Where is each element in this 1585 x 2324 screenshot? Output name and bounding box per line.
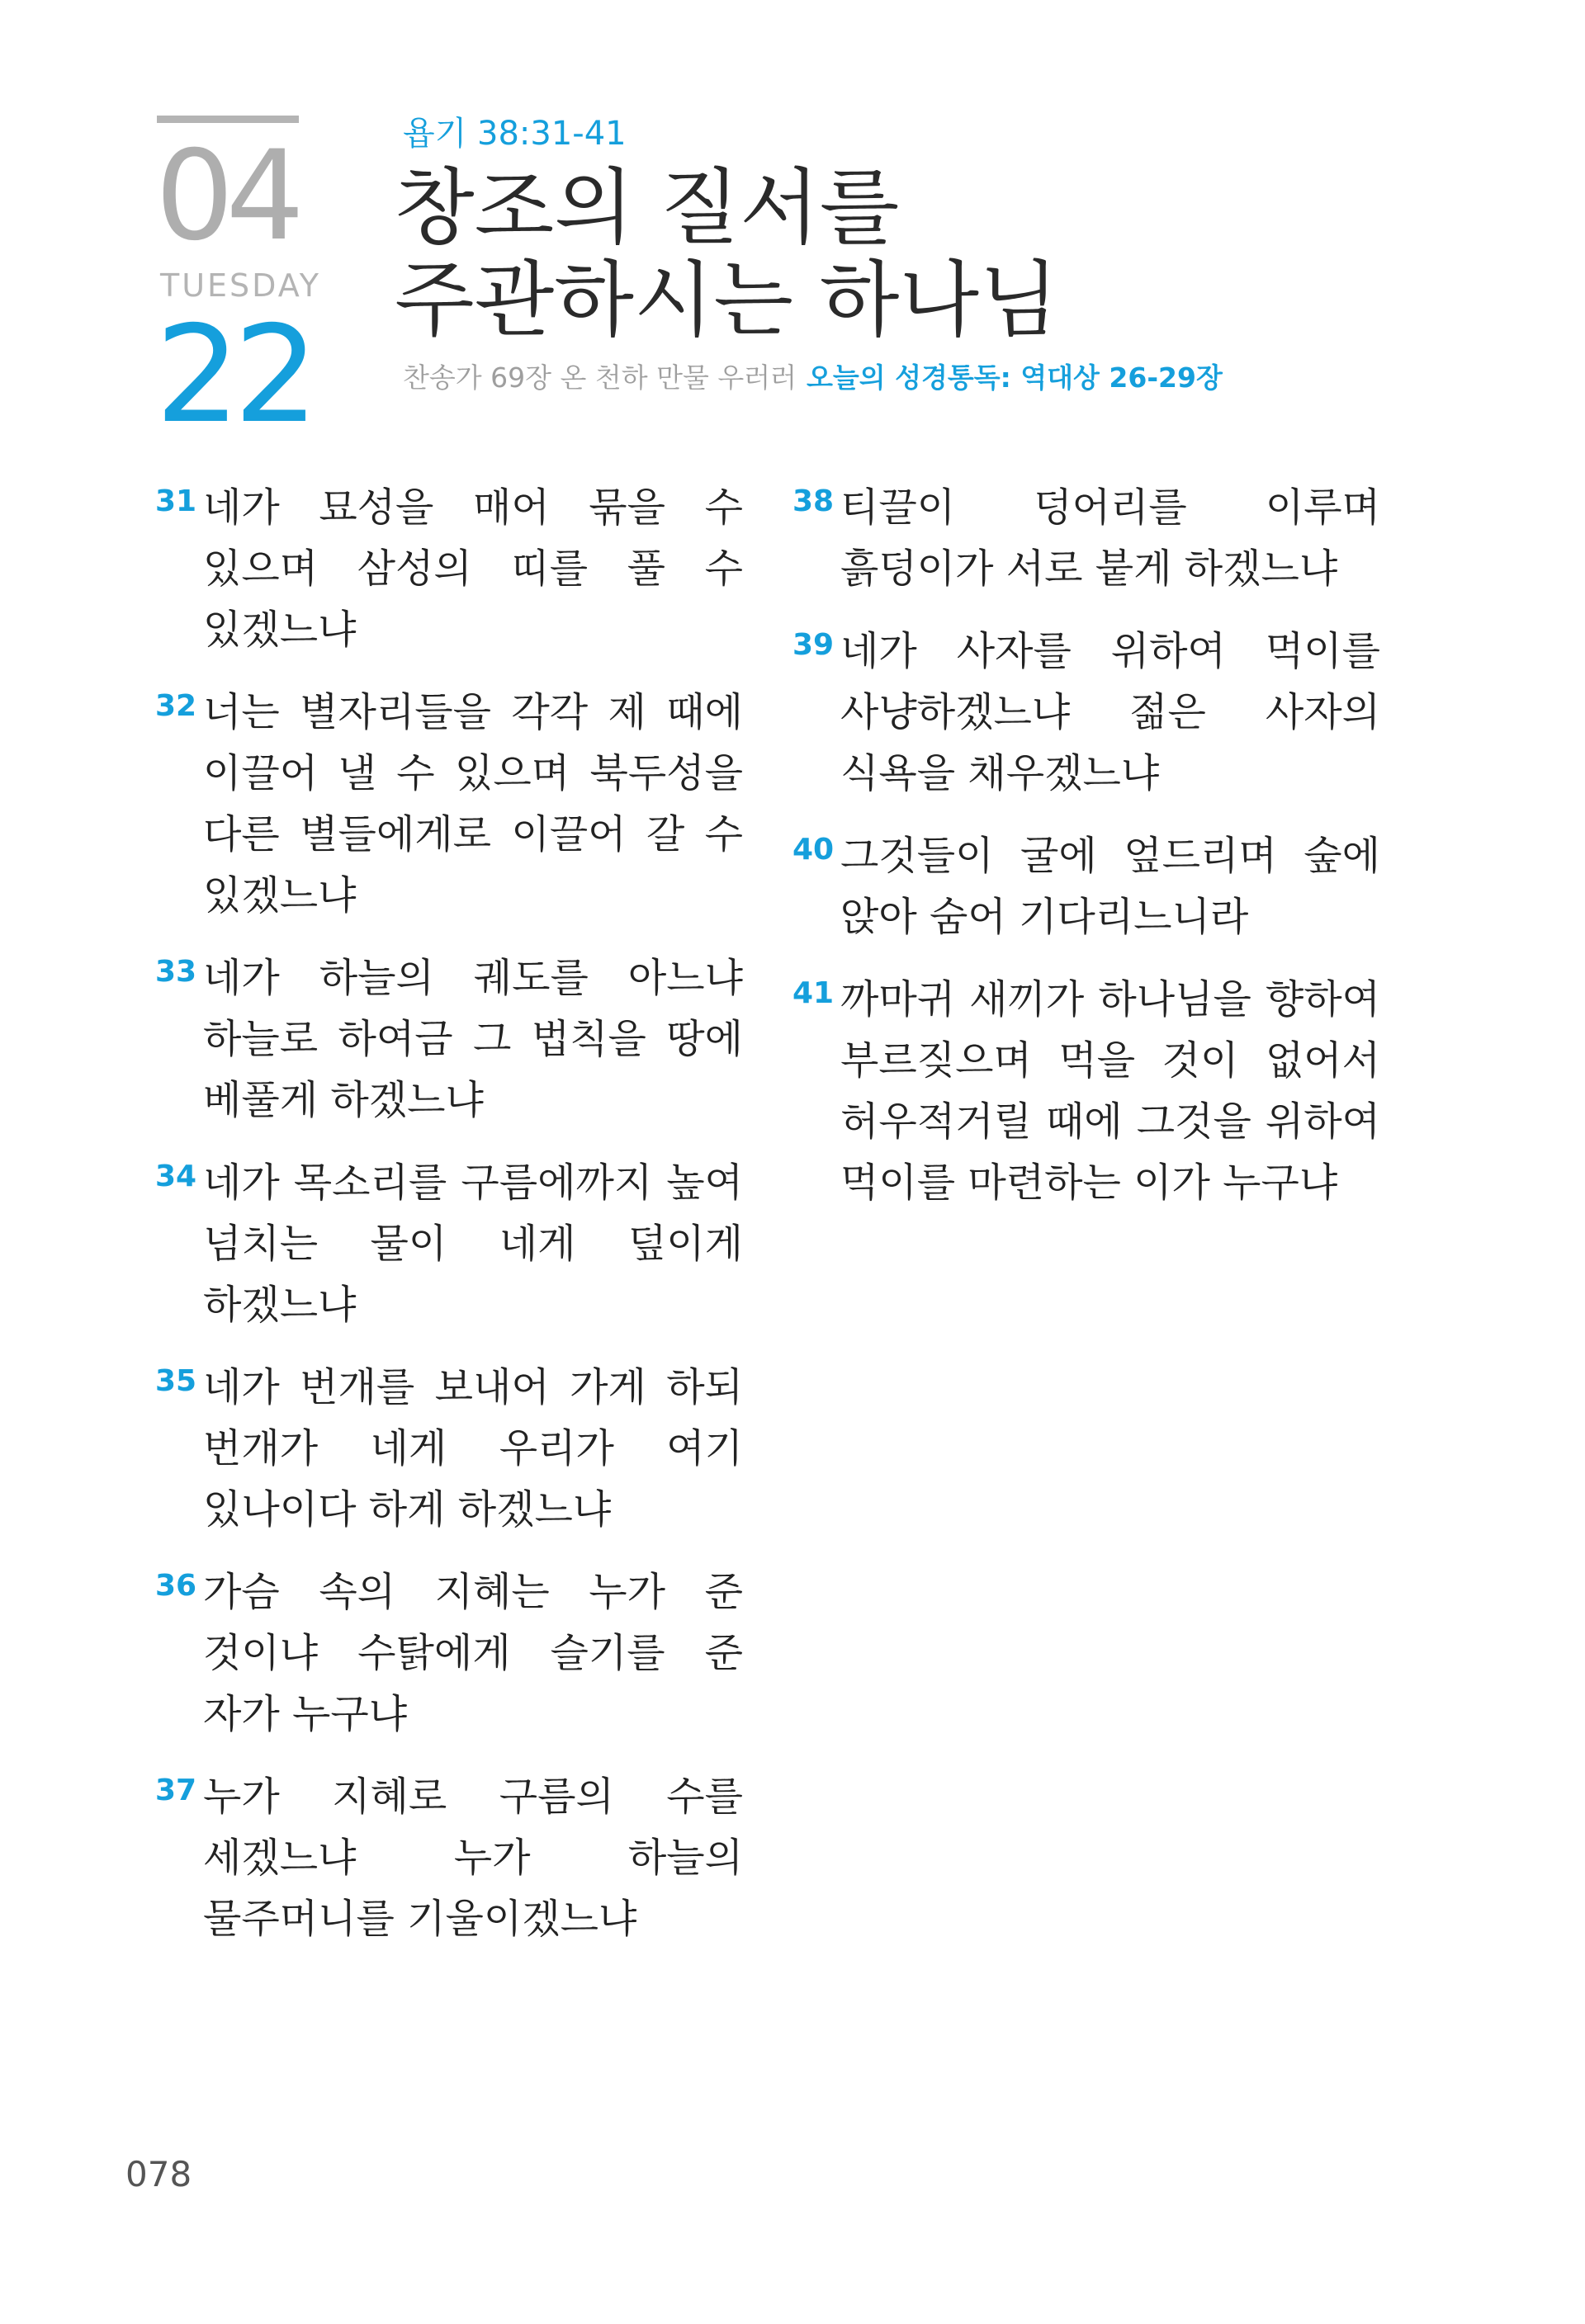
hymn-and-reading-line bbox=[403, 360, 1223, 396]
verse-text: 네가 묘성을 매어 묶을 수 있으며 삼성의 띠를 풀 수 있겠느냐 bbox=[203, 484, 743, 653]
verse-text: 까마귀 새끼가 하나님을 향하여 부르짖으며 먹을 것이 없어서 허우적거릴 때에 그것을 위하여 먹이를 마련하는 이가 누구냐 bbox=[840, 976, 1380, 1206]
verse-number: 41 bbox=[792, 976, 835, 1010]
verse-item bbox=[792, 477, 1380, 599]
verse-item bbox=[792, 825, 1380, 947]
verse-number: 33 bbox=[155, 955, 197, 989]
verse-number: 38 bbox=[792, 484, 835, 518]
verse-number: 34 bbox=[155, 1160, 197, 1193]
verse-item bbox=[155, 1766, 743, 1949]
verse-number: 32 bbox=[155, 689, 197, 723]
verse-number: 37 bbox=[155, 1774, 197, 1807]
scripture-reference: 욥기 38:31-41 bbox=[403, 115, 627, 153]
verses-left-column bbox=[155, 477, 743, 1971]
verse-text: 네가 번개를 보내어 가게 하되 번개가 네게 우리가 여기 있나이다 하게 하겠느냐 bbox=[203, 1364, 743, 1533]
verse-number: 31 bbox=[155, 484, 197, 518]
verse-item bbox=[792, 621, 1380, 804]
hymn-info: 찬송가 69장 온 천하 만물 우러러 bbox=[403, 361, 797, 394]
verse-text: 네가 하늘의 궤도를 아느냐 하늘로 하여금 그 법칙을 땅에 베풀게 하겠느냐 bbox=[203, 955, 743, 1123]
verse-text: 그것들이 굴에 엎드리며 숲에 앉아 숨어 기다리느니라 bbox=[840, 833, 1380, 940]
verse-text: 네가 목소리를 구름에까지 높여 넘치는 물이 네게 덮이게 하겠느냐 bbox=[203, 1160, 743, 1328]
verse-text: 네가 사자를 위하여 먹이를 사냥하겠느냐 젊은 사자의 식욕을 채우겠느냐 bbox=[840, 628, 1380, 796]
verse-item bbox=[155, 477, 743, 660]
verse-item bbox=[155, 682, 743, 926]
verse-text: 누가 지혜로 구름의 수를 세겠느냐 누가 하늘의 물주머니를 기울이겠느냐 bbox=[203, 1774, 743, 1942]
verse-item bbox=[155, 1357, 743, 1540]
verse-number: 35 bbox=[155, 1364, 197, 1398]
page-title bbox=[395, 159, 1468, 348]
verse-number: 36 bbox=[155, 1569, 197, 1603]
month-number: 04 bbox=[155, 125, 296, 268]
verse-item bbox=[155, 947, 743, 1131]
verse-text: 티끌이 덩어리를 이루며 흙덩이가 서로 붙게 하겠느냐 bbox=[840, 484, 1380, 592]
verse-item bbox=[155, 1152, 743, 1335]
title-line-1: 창조의 질서를 bbox=[395, 159, 900, 256]
day-number: 22 bbox=[155, 298, 313, 453]
daily-reading-info: 오늘의 성경통독: 역대상 26-29장 bbox=[806, 361, 1223, 394]
verse-text: 가슴 속의 지혜는 누가 준 것이냐 수탉에게 슬기를 준 자가 누구냐 bbox=[203, 1569, 743, 1737]
date-divider-rule bbox=[157, 116, 299, 123]
page-number: 078 bbox=[125, 2154, 192, 2194]
verse-item bbox=[792, 969, 1380, 1213]
verses-right-column bbox=[792, 477, 1380, 1235]
verse-item bbox=[155, 1561, 743, 1745]
verse-text: 너는 별자리들을 각각 제 때에 이끌어 낼 수 있으며 북두성을 다른 별들에게로 이끌어 갈 수 있겠느냐 bbox=[203, 689, 743, 919]
verse-number: 39 bbox=[792, 628, 835, 662]
weekday-label: TUESDAY bbox=[160, 267, 322, 304]
title-line-2: 주관하시는 하나님 bbox=[395, 252, 1059, 348]
verse-number: 40 bbox=[792, 833, 835, 867]
